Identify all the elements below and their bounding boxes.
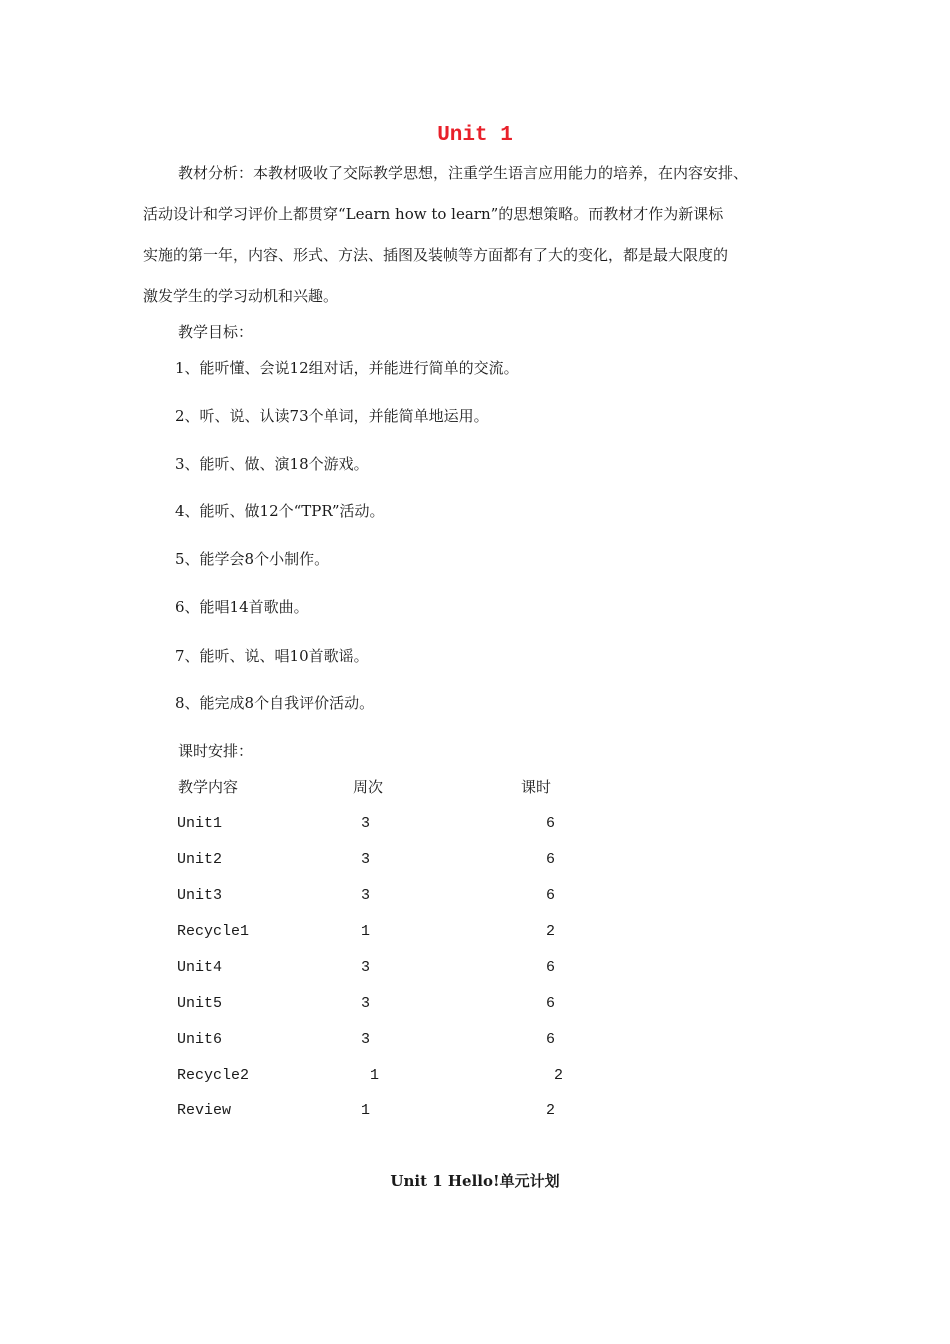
schedule-cell-hours: 6	[546, 851, 556, 868]
schedule-cell-unit: Unit2	[177, 851, 223, 868]
schedule-heading: 课时安排：	[178, 742, 254, 760]
schedule-cell-weeks: 1	[370, 1067, 380, 1084]
schedule-cell-unit: Review	[177, 1102, 232, 1119]
schedule-cell-hours: 6	[546, 815, 556, 832]
schedule-cell-hours: 6	[546, 887, 556, 904]
schedule-cell-hours: 2	[546, 1102, 556, 1119]
schedule-cell-weeks: 3	[361, 995, 371, 1012]
schedule-cell-unit: Unit5	[177, 995, 223, 1012]
schedule-cell-weeks: 3	[361, 887, 371, 904]
schedule-cell-unit: Unit1	[177, 815, 223, 832]
schedule-cell-hours: 2	[554, 1067, 564, 1084]
schedule-cell-hours: 2	[546, 923, 556, 940]
objective-item: 8、能完成8个自我评价活动。	[175, 694, 375, 712]
schedule-header-content: 教学内容	[178, 778, 239, 796]
objective-item: 5、能学会8个小制作。	[175, 550, 330, 568]
schedule-cell-unit: Recycle2	[177, 1067, 250, 1084]
analysis-line: 教材分析：本教材吸收了交际教学思想，注重学生语言应用能力的培养，在内容安排、	[178, 164, 749, 182]
objectives-heading: 教学目标：	[178, 323, 254, 341]
schedule-cell-hours: 6	[546, 959, 556, 976]
schedule-header-hours: 课时	[521, 778, 552, 796]
objective-item: 2、听、说、认读73个单词，并能简单地运用。	[175, 407, 489, 425]
schedule-cell-unit: Recycle1	[177, 923, 250, 940]
schedule-cell-weeks: 3	[361, 959, 371, 976]
analysis-line: 活动设计和学习评价上都贯穿“Learn how to learn”的思想策略。而教材才作为新课标	[143, 205, 724, 223]
objective-item: 4、能听、做12个“TPR”活动。	[175, 502, 385, 520]
analysis-line: 激发学生的学习动机和兴趣。	[143, 287, 339, 305]
schedule-cell-unit: Unit4	[177, 959, 223, 976]
schedule-cell-unit: Unit3	[177, 887, 223, 904]
objective-item: 1、能听懂、会说12组对话，并能进行简单的交流。	[175, 359, 519, 377]
unit-plan-title: Unit 1 Hello!单元计划	[390, 1172, 560, 1190]
schedule-cell-weeks: 3	[361, 851, 371, 868]
schedule-header-weeks: 周次	[353, 778, 384, 796]
objective-item: 7、能听、说、唱10首歌谣。	[175, 647, 369, 665]
schedule-cell-unit: Unit6	[177, 1031, 223, 1048]
schedule-cell-hours: 6	[546, 1031, 556, 1048]
schedule-cell-weeks: 3	[361, 815, 371, 832]
analysis-line: 实施的第一年，内容、形式、方法、插图及装帧等方面都有了大的变化，都是最大限度的	[143, 246, 729, 264]
schedule-cell-weeks: 1	[361, 1102, 371, 1119]
schedule-cell-weeks: 3	[361, 1031, 371, 1048]
schedule-cell-weeks: 1	[361, 923, 371, 940]
schedule-cell-hours: 6	[546, 995, 556, 1012]
objective-item: 3、能听、做、演18个游戏。	[175, 455, 369, 473]
document-title: Unit 1	[437, 124, 513, 147]
objective-item: 6、能唱14首歌曲。	[175, 598, 309, 616]
